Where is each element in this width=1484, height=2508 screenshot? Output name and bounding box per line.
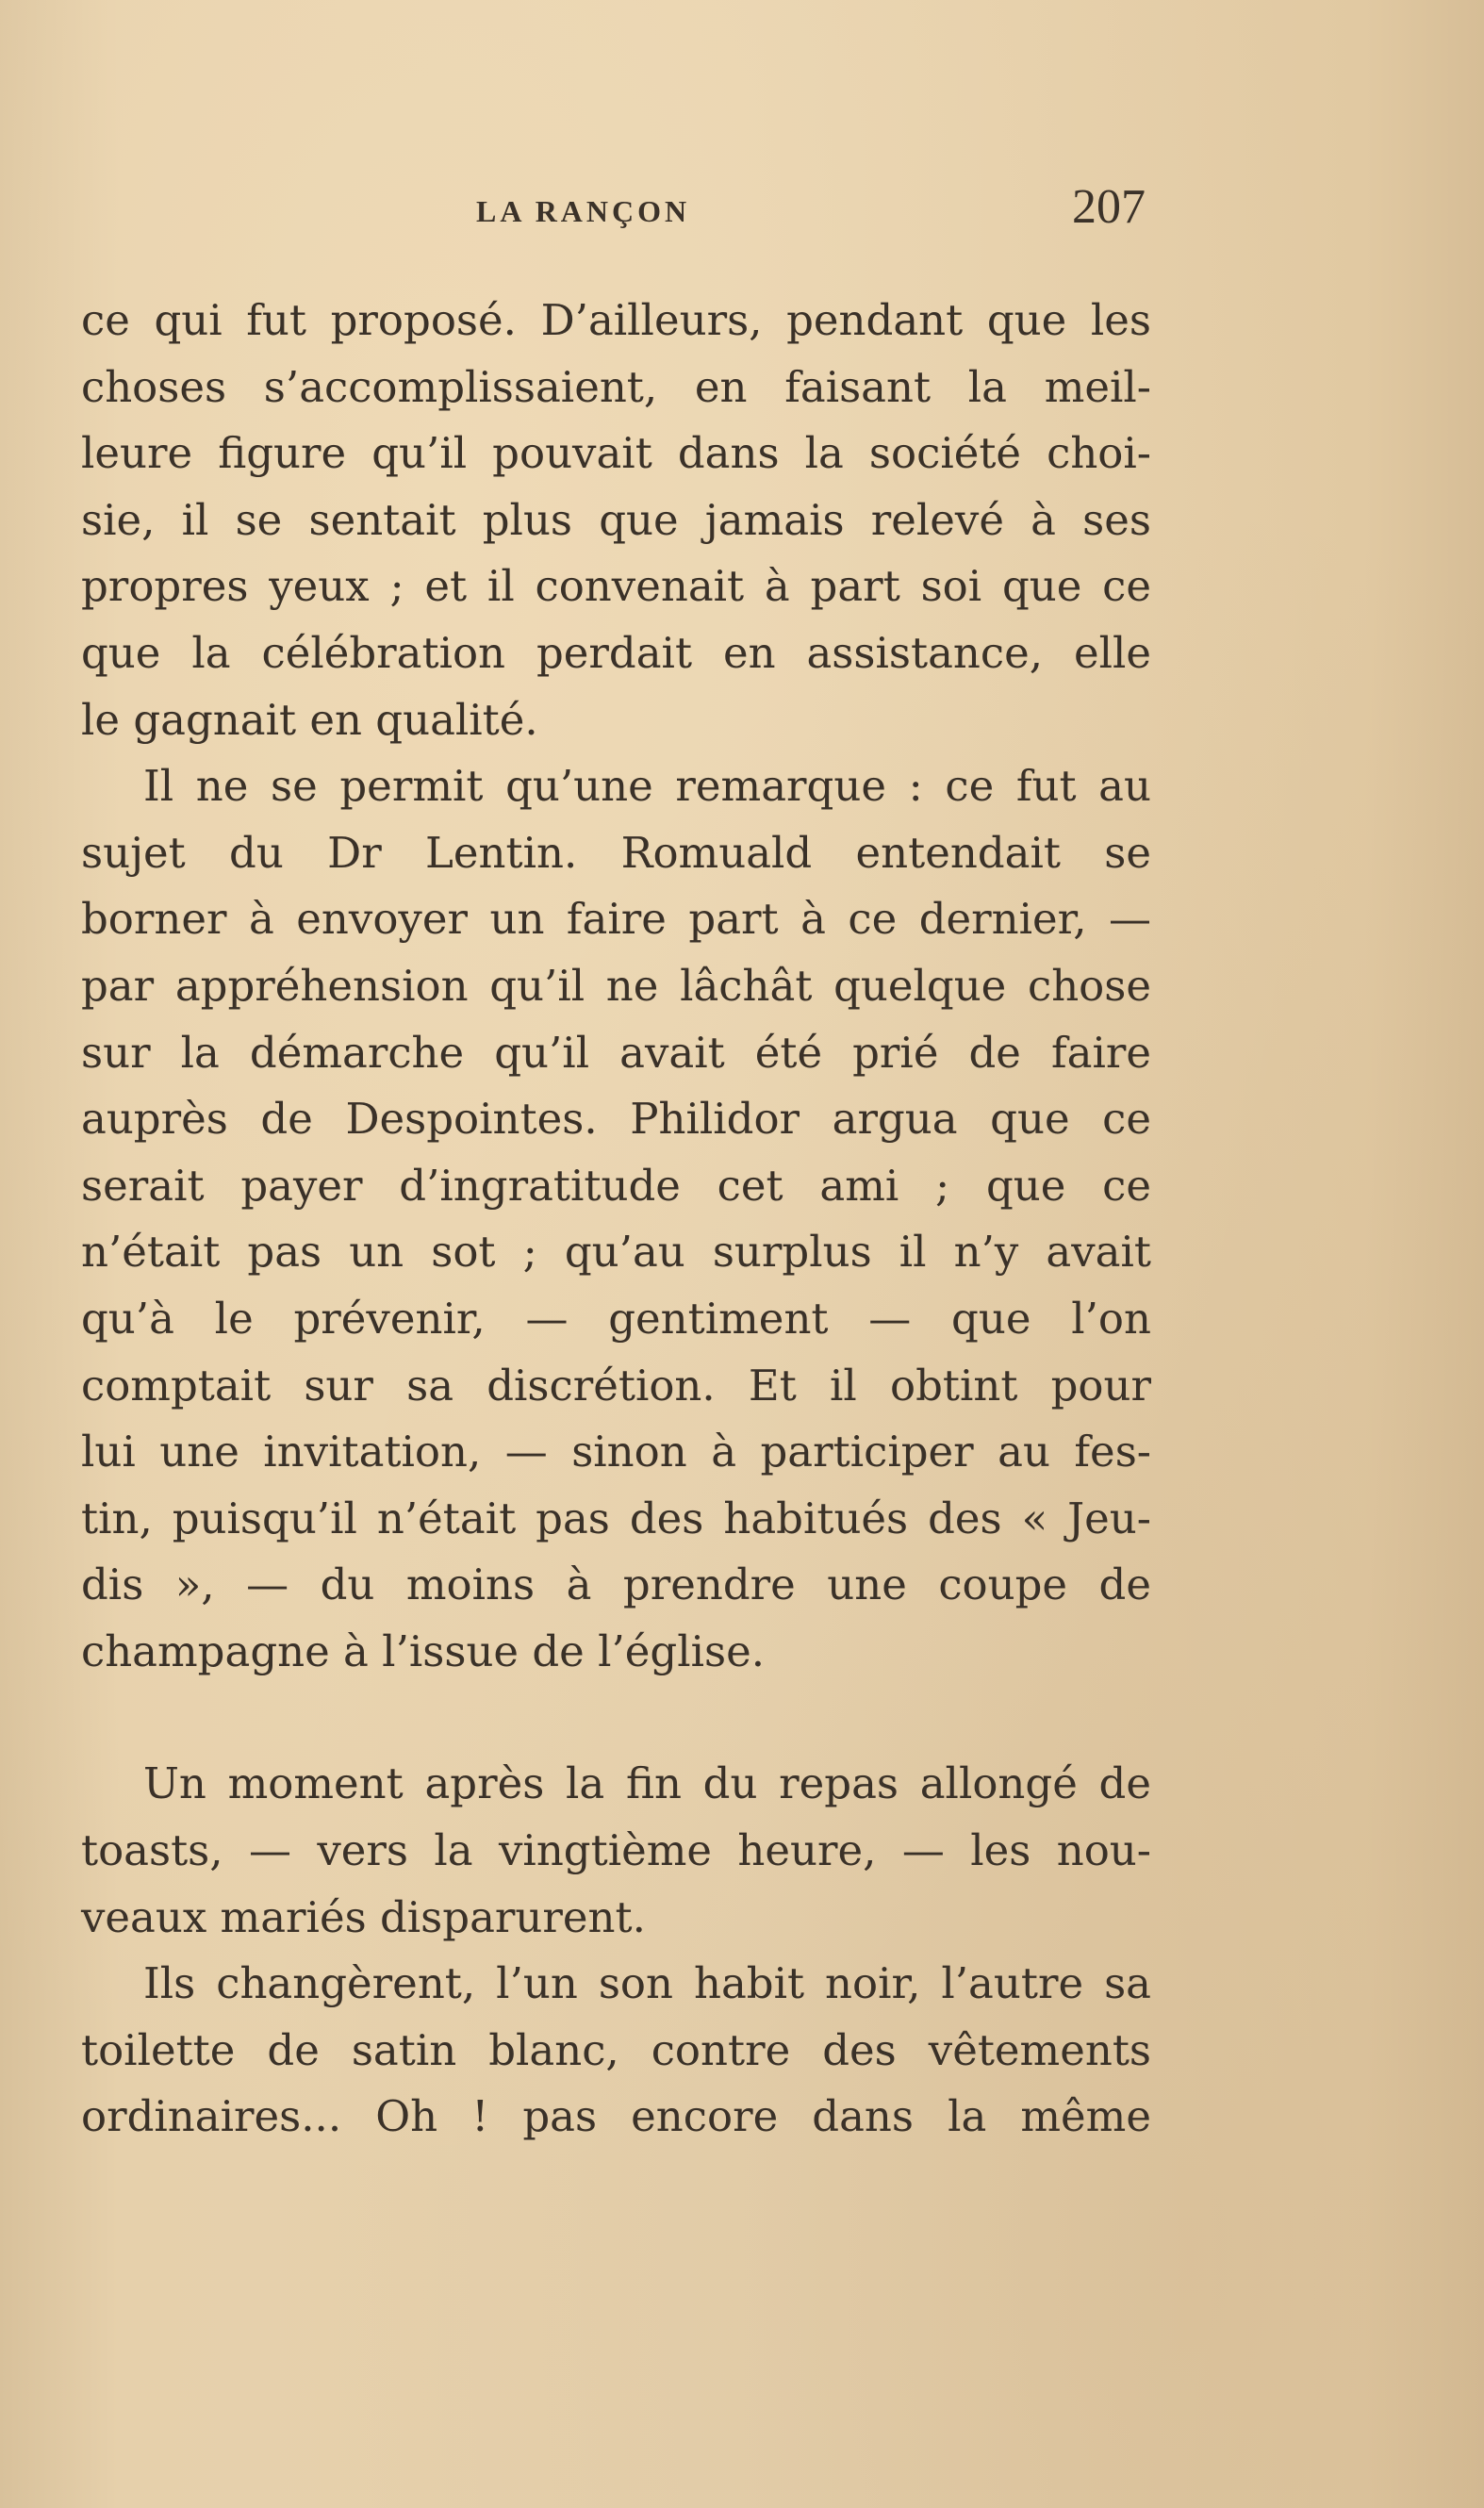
text-line: Il ne se permit qu’une remarque : ce fut au (143, 761, 1151, 812)
text-line: sujet du Dr Lentin. Romuald entendait se (81, 827, 1151, 878)
text-line: leure figure qu’il pouvait dans la société choi- (81, 428, 1151, 479)
page-number: 207 (1072, 180, 1146, 234)
text-line: serait payer d’ingratitude cet ami ; que ce (81, 1160, 1151, 1211)
section-break (81, 1685, 1151, 1751)
paragraph-4 (81, 1951, 1151, 2151)
text-line: auprès de Despointes. Philidor argua que ce (81, 1094, 1151, 1145)
text-line: le gagnait en qualité. (81, 694, 538, 745)
paragraph-2 (81, 753, 1151, 1685)
paragraph-3 (81, 1751, 1151, 1951)
paragraph-1 (81, 288, 1151, 753)
text-line: Ils changèrent, l’un son habit noir, l’autre sa (143, 1958, 1151, 2009)
text-line: n’était pas un sot ; qu’au surplus il n’y avait (81, 1227, 1151, 1278)
text-line: par appréhension qu’il ne lâchât quelque chose (81, 960, 1151, 1011)
body-text (81, 288, 1151, 2151)
text-line: borner à envoyer un faire part à ce dernier, — (81, 894, 1151, 945)
text-line: choses s’accomplissaient, en faisant la meil- (81, 361, 1151, 412)
running-title: LA RANÇON (476, 194, 691, 228)
text-line: toilette de satin blanc, contre des vêtements (81, 2024, 1151, 2075)
text-line: sur la démarche qu’il avait été prié de faire (81, 1027, 1151, 1078)
text-line: comptait sur sa discrétion. Et il obtint pour (81, 1360, 1151, 1411)
text-line: qu’à le prévenir, — gentiment — que l’on (81, 1293, 1151, 1344)
text-line: veaux mariés disparurent. (81, 1891, 646, 1942)
text-line: propres yeux ; et il convenait à part soi que ce (81, 561, 1151, 612)
text-line: sie, il se sentait plus que jamais relevé à ses (81, 494, 1151, 545)
text-line: champagne à l’issue de l’église. (81, 1625, 766, 1676)
text-line: ce qui fut proposé. D’ailleurs, pendant que les (81, 295, 1151, 345)
text-line: tin, puisqu’il n’était pas des habitués des « Jeu- (81, 1493, 1151, 1543)
text-line: toasts, — vers la vingtième heure, — les nou- (81, 1825, 1151, 1876)
text-line: lui une invitation, — sinon à participer au fes- (81, 1427, 1151, 1477)
text-line: Un moment après la fin du repas allongé de (143, 1758, 1151, 1809)
text-line: dis », — du moins à prendre une coupe de (81, 1559, 1151, 1610)
text-line: que la célébration perdait en assistance, elle (81, 627, 1151, 678)
text-line: ordinaires... Oh ! pas encore dans la même (81, 2091, 1151, 2142)
page-header (476, 179, 1146, 245)
